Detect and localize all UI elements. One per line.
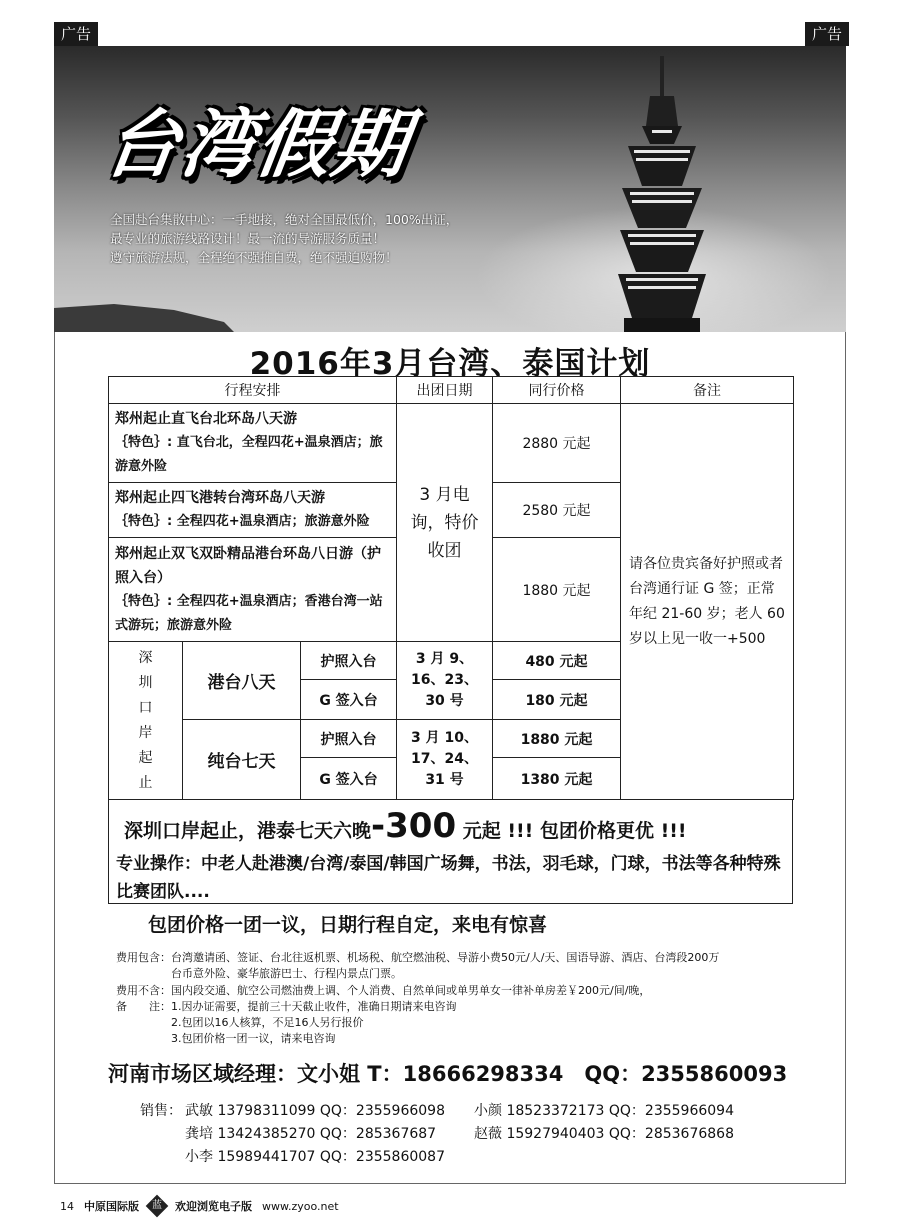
route-feature: ｛特色｝: 全程四花+温泉酒店；旅游意外险 [115,514,370,529]
header-departure: 出团日期 [397,377,493,404]
promo-line-1: 深圳口岸起止，港泰七天六晚-300 元起 !!! 包团价格更优 !!! [124,806,687,846]
page-footer [60,1198,339,1214]
entry-type: G 签入台 [301,758,397,800]
slogan-line-3: 遵守旅游法规，全程绝不强推自费，绝不强迫购物！ [110,250,398,265]
sales-contact: 小李 15989441707 QQ：2355860087 [185,1149,445,1165]
header-itinerary: 行程安排 [109,377,397,404]
route-name: 郑州起止直飞台北环岛八天游 [115,411,297,427]
edition-name: 中原国际版 [84,1200,139,1213]
hero-banner [54,46,846,332]
fine-print-line: 3.包团价格一团一议，请来电咨询 [116,1032,336,1045]
promo-line-2: 专业操作：中老人赴港澳/台湾/泰国/韩国广场舞，书法，羽毛球，门球，书法等各种特殊比赛团队.... [116,854,781,902]
route-name: 郑州起止四飞港转台湾环岛八天游 [115,490,325,506]
route-price: 1880 元起 [493,538,621,642]
entry-type: G 签入台 [301,680,397,720]
route-name: 郑州起止双飞双卧精品港台环岛八日游（护照入台） [115,545,381,586]
sales-contact: 武敏 13798311099 QQ：2355966098 [185,1103,445,1119]
footer-url[interactable]: www.zyoo.net [262,1199,339,1213]
remarks-cell: 请各位贵宾备好护照或者台湾通行证 G 签；正常年纪 21-60 岁；老人 60 岁以上见一收一+500 [621,404,794,800]
route-feature: ｛特色｝: 直飞台北，全程四花+温泉酒店；旅游意外险 [115,435,383,474]
fine-print-line: 费用不含：国内段交通、航空公司燃油费上调、个人消费、自然单间或单男单女一律补单房差￥200元/间/晚， [116,984,651,997]
entry-type: 护照入台 [301,642,397,680]
fine-print-line: 备 注：1.因办证需要，提前三十天截止收件，准确日期请来电咨询 [116,1000,457,1013]
entry-price: 1380 元起 [493,758,621,800]
sales-contact: 龚培 13424385270 QQ：285367687 [185,1126,437,1142]
entry-type: 护照入台 [301,720,397,758]
sz-group-name: 港台八天 [183,642,301,720]
route-feature: ｛特色｝: 全程四花+温泉酒店；香港台湾一站式游玩；旅游意外险 [115,593,383,633]
date-note: 3 月电询，特价收团 [397,404,493,642]
promo-line-3: 包团价格一团一议，日期行程自定，来电有惊喜 [148,914,548,936]
entry-price: 1880 元起 [493,720,621,758]
slogan-line-2: 最专业的旅游线路设计！最一流的导游服务质量！ [110,231,386,246]
publication-logo-icon: 蓝 [146,1195,169,1218]
fine-print-line: 费用包含：台湾邀请函、签证、台北往返机票、机场税、航空燃油税、导游小费50元/人/天、国语导游、酒店、台湾段200万 [116,951,720,964]
hero-title: 台湾假期 [99,102,416,188]
header-remarks: 备注 [621,377,794,404]
regional-manager-contact: 河南市场区域经理：文小姐 T：18666298334 QQ：2355860093 [108,1062,788,1086]
main-title: 2016年3月台湾、泰国计划 [249,346,651,382]
fine-print-line: 2.包团以16人核算，不足16人另行报价 [116,1016,364,1029]
route-row-1 [109,404,397,483]
shenzhen-label: 深 圳 口 岸 起 止 [109,642,183,800]
fine-print-line: 台币意外险、豪华旅游巴士、行程内景点门票。 [116,967,402,980]
schedule-table [108,376,794,800]
entry-price: 180 元起 [493,680,621,720]
promo-discount: -300 [371,806,457,846]
entry-price: 480 元起 [493,642,621,680]
header-price: 同行价格 [493,377,621,404]
ad-label-left: 广告 [54,22,98,46]
page-number: 14 [60,1199,74,1213]
slogan-line-1: 全国赴台集散中心：一手地接，绝对全国最低价，100%出证， [110,212,459,227]
route-row-3 [109,538,397,642]
sales-contact: 赵薇 15927940403 QQ：2853676868 [474,1126,734,1142]
sz-group-dates: 3 月 10、 17、24、 31 号 [397,720,493,800]
route-price: 2880 元起 [493,404,621,483]
sales-contact: 小颜 18523372173 QQ：2355966094 [474,1103,734,1119]
sz-group-dates: 3 月 9、 16、23、 30 号 [397,642,493,720]
sales-label: 销售： [140,1103,182,1119]
ad-label-right: 广告 [805,22,849,46]
route-price: 2580 元起 [493,483,621,538]
footer-tagline: 欢迎浏览电子版 [175,1200,252,1213]
route-row-2 [109,483,397,538]
sz-group-name: 纯台七天 [183,720,301,800]
